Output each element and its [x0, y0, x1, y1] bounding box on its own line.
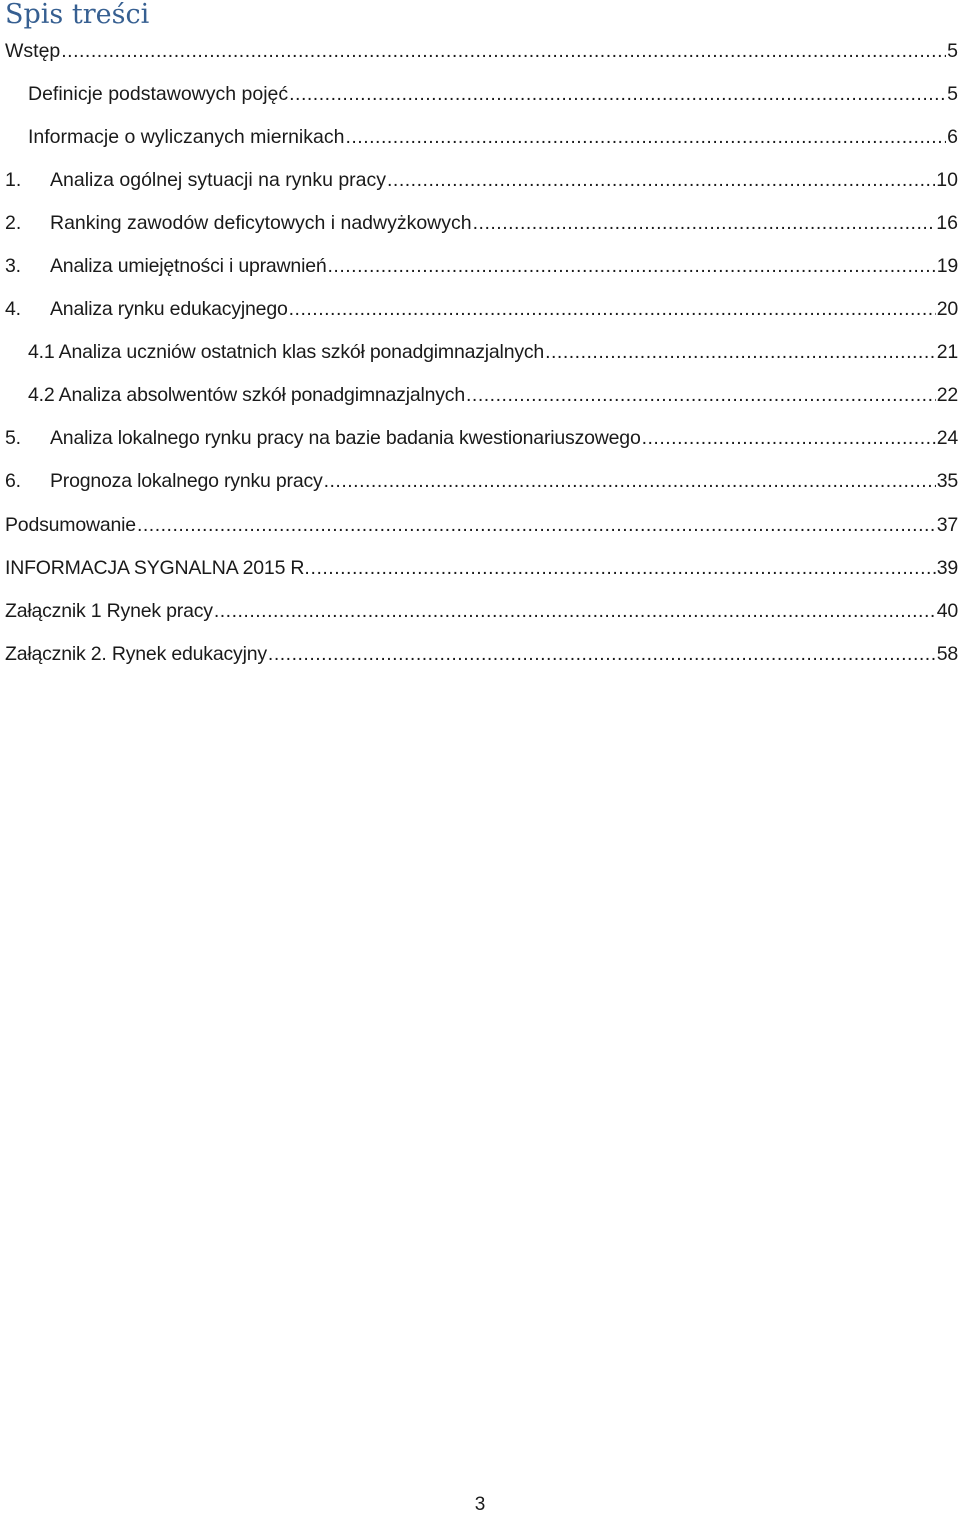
- toc-entry-3[interactable]: [0, 244, 960, 287]
- toc-entry-6[interactable]: [0, 460, 960, 503]
- toc-entry-page: 6: [947, 125, 958, 148]
- dot-leader: [466, 384, 936, 406]
- toc-entry-number: 2.: [5, 211, 22, 234]
- toc-entry-label: Załącznik 1 Rynek pracy: [5, 599, 213, 622]
- toc-entry-page: 5: [947, 82, 958, 105]
- toc-entry-page: 40: [936, 599, 958, 622]
- toc-entry-page: 39: [936, 556, 958, 579]
- toc-entry-label: Definicje podstawowych pojęć: [28, 82, 289, 105]
- toc-entry-page: 20: [936, 298, 958, 321]
- toc-entry-informacja-sygnalna[interactable]: [0, 546, 960, 589]
- toc-entry-1[interactable]: [0, 158, 960, 201]
- toc-entry-zalacznik-2[interactable]: [0, 632, 960, 675]
- dot-leader: [345, 126, 946, 148]
- toc-entry-page: 58: [936, 642, 958, 665]
- toc-entry-label: Ranking zawodów deficytowych i nadwyżkowych: [50, 211, 472, 234]
- toc-entry-number: 3.: [5, 255, 21, 278]
- toc-entry-zalacznik-1[interactable]: [0, 589, 960, 632]
- toc-entry-definicje[interactable]: [0, 72, 960, 115]
- toc-title: Spis treści: [5, 0, 150, 30]
- toc-entry-label: 4.2 Analiza absolwentów szkół ponadgimnazjalnych: [28, 384, 466, 407]
- toc-entry-page: 10: [936, 168, 958, 191]
- toc-entry-label: Analiza ogólnej sytuacji na rynku pracy: [50, 168, 387, 191]
- toc-entry-4-2[interactable]: [0, 374, 960, 417]
- dot-leader: [289, 83, 946, 105]
- toc-entry-label: Prognoza lokalnego rynku pracy: [50, 470, 323, 493]
- toc-entry-number: 5.: [5, 427, 21, 450]
- toc-entry-page: 22: [936, 384, 958, 407]
- dot-leader: [137, 514, 936, 536]
- toc-entry-page: 16: [936, 211, 958, 234]
- dot-leader: [324, 470, 936, 492]
- toc-entry-page: 5: [947, 39, 958, 62]
- toc-entry-label: Analiza umiejętności i uprawnień: [50, 255, 327, 278]
- toc-entry-label: 4.1 Analiza uczniów ostatnich klas szkół ponadgimnazjalnych: [28, 341, 545, 364]
- page-number: 3: [474, 1494, 486, 1515]
- toc-entry-number: 1.: [5, 168, 22, 191]
- toc-entry-5[interactable]: [0, 417, 960, 460]
- toc-entry-wstep[interactable]: [0, 29, 960, 72]
- toc-entry-4-1[interactable]: [0, 331, 960, 374]
- table-of-contents: [0, 29, 960, 675]
- dot-leader: [387, 169, 935, 191]
- toc-entry-page: 24: [936, 427, 958, 450]
- toc-entry-label: Informacje o wyliczanych miernikach: [28, 125, 345, 148]
- toc-entry-number: 6.: [5, 470, 21, 493]
- toc-entry-podsumowanie[interactable]: [0, 503, 960, 546]
- toc-entry-page: 35: [936, 470, 958, 493]
- dot-leader: [642, 427, 936, 449]
- toc-entry-4[interactable]: [0, 288, 960, 331]
- toc-entry-page: 37: [936, 513, 958, 536]
- dot-leader: [328, 255, 936, 277]
- toc-entry-label: Podsumowanie: [5, 513, 136, 536]
- dot-leader: [311, 557, 936, 579]
- dot-leader: [289, 298, 936, 320]
- toc-entry-label: Analiza rynku edukacyjnego: [50, 298, 288, 321]
- toc-entry-number: 4.: [5, 298, 21, 321]
- toc-entry-label: Załącznik 2. Rynek edukacyjny: [5, 642, 267, 665]
- dot-leader: [473, 212, 936, 234]
- dot-leader: [268, 643, 936, 665]
- toc-entry-page: 21: [936, 341, 958, 364]
- dot-leader: [61, 40, 946, 62]
- toc-entry-label: INFORMACJA SYGNALNA 2015 R.: [5, 556, 310, 579]
- toc-entry-label: Wstęp: [5, 39, 61, 62]
- toc-entry-2[interactable]: [0, 201, 960, 244]
- toc-entry-informacje[interactable]: [0, 115, 960, 158]
- dot-leader: [214, 600, 936, 622]
- dot-leader: [545, 341, 936, 363]
- toc-entry-label: Analiza lokalnego rynku pracy na bazie badania kwestionariuszowego: [50, 427, 641, 450]
- toc-entry-page: 19: [936, 255, 958, 278]
